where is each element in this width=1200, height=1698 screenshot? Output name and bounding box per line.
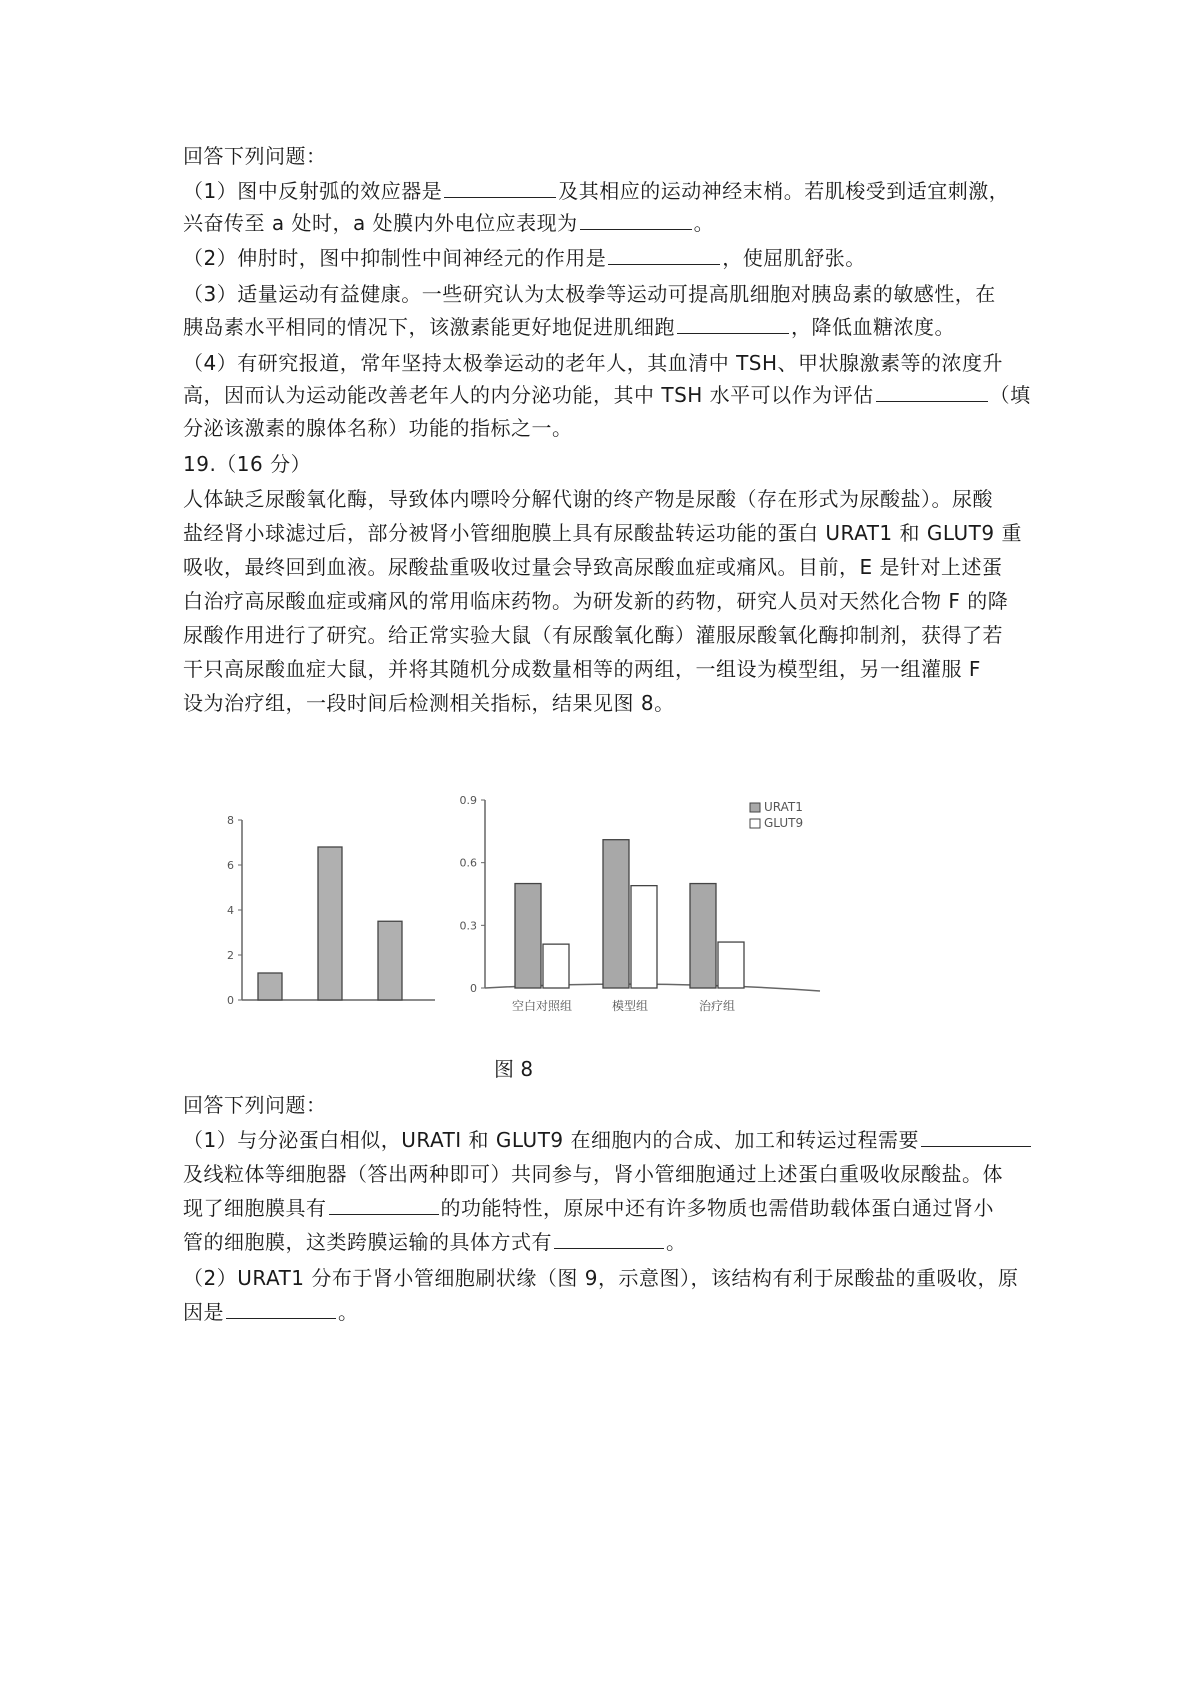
bar (378, 921, 402, 1000)
legend-swatch (750, 803, 760, 812)
x-tick-label: 模型组 (611, 999, 649, 1013)
y-tick-label: 0.6 (459, 856, 477, 870)
q19-intro: 回答下列问题： (183, 1093, 327, 1117)
q19-stem-line: 盐经肾小球滤过后，部分被肾小管细胞膜上具有尿酸盐转运功能的蛋白 URAT1 和 GLUT9 重 (183, 521, 1022, 545)
figure-caption: 图 8 (494, 1057, 534, 1081)
q18-part4-line3: 分泌该激素的腺体名称）功能的指标之一。 (183, 416, 573, 440)
y-tick-label: 0 (470, 982, 477, 995)
answer-blank[interactable] (677, 312, 789, 334)
bar-urat1 (603, 840, 629, 988)
y-tick-label: 8 (227, 814, 234, 827)
answer-blank[interactable] (444, 176, 556, 198)
figure-8-charts (190, 795, 830, 1040)
bar-urat1 (690, 884, 716, 988)
q19-stem-line: 人体缺乏尿酸氧化酶，导致体内嘌呤分解代谢的终产物是尿酸（存在形式为尿酸盐）。尿酸 (183, 487, 993, 511)
q18-part4-line1: （4）有研究报道，常年坚持太极拳运动的老年人，其血清中 TSH、甲状腺激素等的浓度升 (183, 351, 1004, 375)
q19-stem-line: 干只高尿酸血症大鼠，并将其随机分成数量相等的两组，一组设为模型组，另一组灌服 F (183, 657, 981, 681)
q19-stem-line: 吸收，最终回到血液。尿酸盐重吸收过量会导致高尿酸血症或痛风。目前，E 是针对上述蛋 (183, 555, 1003, 579)
y-tick-label: 6 (227, 859, 234, 872)
q19-part2-line2: 因是 。 (183, 1297, 359, 1327)
answer-blank[interactable] (921, 1125, 1031, 1147)
q19-part2-line1: （2）URAT1 分布于肾小管细胞刷状缘（图 9，示意图），该结构有利于尿酸盐的重吸收，原 (183, 1266, 1019, 1290)
x-tick-label: 治疗组 (698, 999, 736, 1013)
q18-part1-line1: （1）图中反射弧的效应器是 及其相应的运动神经末梢。若肌梭受到适宜刺激， (183, 176, 1009, 206)
answer-blank[interactable] (226, 1297, 336, 1319)
q19-part1-line3: 现了细胞膜具有 的功能特性，原尿中还有许多物质也需借助载体蛋白通过肾小 (183, 1193, 994, 1223)
answer-blank[interactable] (554, 1227, 664, 1249)
q19-stem-line: 白治疗高尿酸血症或痛风的常用临床药物。为研发新的药物，研究人员对天然化合物 F 的降 (183, 589, 1009, 613)
answer-blank[interactable] (580, 208, 692, 230)
y-tick-label: 0.3 (459, 919, 477, 933)
q18-part2: （2）伸肘时，图中抑制性中间神经元的作用是 ，使屈肌舒张。 (183, 243, 866, 273)
y-tick-label: 0 (227, 994, 234, 1007)
answer-blank[interactable] (329, 1193, 439, 1215)
answer-blank[interactable] (876, 380, 988, 402)
q19-part1-line4: 管的细胞膜，这类跨膜运输的具体方式有 。 (183, 1227, 687, 1257)
q19-header: 19.（16 分） (183, 452, 312, 476)
bar (318, 847, 342, 1000)
figure-8 (190, 795, 830, 1040)
q18-part1-line2: 兴奋传至 a 处时，a 处膜内外电位应表现为 。 (183, 208, 714, 238)
y-tick-label: 2 (227, 949, 234, 962)
q18-part3-line2: 胰岛素水平相同的情况下，该激素能更好地促进肌细跑 ，降低血糖浓度。 (183, 312, 955, 342)
q19-part1-line1: （1）与分泌蛋白相似，URATI 和 GLUT9 在细胞内的合成、加工和转运过程需要 (183, 1125, 1033, 1155)
bar-glut9 (631, 886, 657, 988)
q19-stem-line: 设为治疗组，一段时间后检测相关指标，结果见图 8。 (183, 691, 675, 715)
y-tick-label: 0.9 (459, 795, 477, 807)
q18-part3-line1: （3）适量运动有益健康。一些研究认为太极拳等运动可提高肌细胞对胰岛素的敏感性，在 (183, 282, 996, 306)
legend-label: URAT1 (764, 800, 803, 814)
x-tick-label: 空白对照组 (511, 999, 573, 1013)
q18-part4-line2: 高，因而认为运动能改善老年人的内分泌功能，其中 TSH 水平可以作为评估 （填 (183, 380, 1031, 410)
answer-blank[interactable] (608, 243, 720, 265)
bar-glut9 (718, 942, 744, 988)
y-tick-label: 4 (227, 904, 234, 917)
bar (258, 973, 282, 1000)
bar-glut9 (543, 944, 569, 988)
legend-swatch (750, 819, 760, 828)
q18-intro: 回答下列问题： (183, 144, 327, 168)
legend-label: GLUT9 (764, 816, 804, 830)
q19-stem-line: 尿酸作用进行了研究。给正常实验大鼠（有尿酸氧化酶）灌服尿酸氧化酶抑制剂，获得了若 (183, 623, 1003, 647)
q19-part1-line2: 及线粒体等细胞器（答出两种即可）共同参与，肾小管细胞通过上述蛋白重吸收尿酸盐。体 (183, 1162, 1003, 1186)
bar-urat1 (515, 884, 541, 988)
